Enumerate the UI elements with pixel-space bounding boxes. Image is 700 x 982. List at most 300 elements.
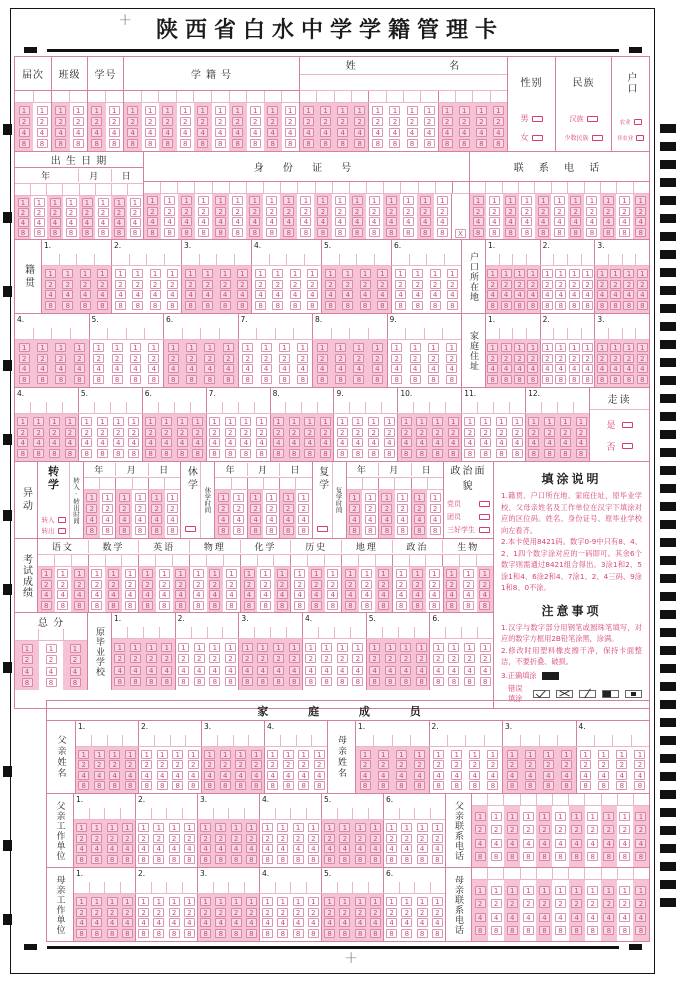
bubble[interactable]: 4 (235, 771, 246, 780)
bubble[interactable]: 8 (251, 781, 262, 790)
bubble[interactable]: 1 (145, 417, 156, 426)
bubble[interactable]: 1 (317, 343, 328, 352)
bubble[interactable]: 8 (349, 526, 360, 535)
bubble[interactable]: 8 (365, 526, 376, 535)
bubble[interactable]: 1 (354, 106, 365, 115)
bubble[interactable]: 4 (442, 128, 453, 137)
bubble[interactable]: 1 (507, 886, 518, 895)
bubble[interactable]: 2 (200, 834, 211, 843)
write-cell[interactable] (622, 328, 636, 339)
bubble[interactable]: 2 (186, 354, 197, 363)
bubble[interactable]: 8 (46, 678, 57, 687)
bubble[interactable]: 1 (412, 569, 423, 578)
write-cell[interactable] (211, 91, 229, 102)
write-cell[interactable] (129, 254, 147, 265)
write-cell[interactable] (264, 735, 280, 746)
bubble[interactable]: 1 (185, 269, 196, 278)
write-cell[interactable] (520, 868, 536, 879)
write-cell[interactable] (293, 328, 312, 339)
bubble[interactable]: 2 (73, 117, 84, 126)
bubble[interactable]: 4 (378, 590, 389, 599)
bubble[interactable]: 1 (527, 343, 538, 352)
bubble[interactable]: 4 (161, 666, 172, 675)
write-cell[interactable] (426, 254, 444, 265)
bubble[interactable]: 4 (616, 771, 627, 780)
bubble[interactable]: 8 (62, 301, 73, 310)
bubble[interactable]: 2 (146, 654, 157, 663)
write-cell[interactable] (452, 182, 469, 193)
bubble[interactable]: 4 (114, 218, 125, 227)
write-cell[interactable] (182, 808, 198, 819)
bubble[interactable]: 2 (250, 504, 261, 513)
bubble[interactable]: 8 (279, 375, 290, 384)
bubble[interactable]: 4 (98, 218, 109, 227)
bubble[interactable]: 4 (125, 771, 136, 780)
bubble[interactable]: 8 (487, 301, 498, 310)
bubble[interactable]: 2 (297, 354, 308, 363)
bubble[interactable]: 2 (223, 354, 234, 363)
bubble[interactable]: 1 (386, 196, 397, 205)
write-cell[interactable] (381, 402, 397, 413)
write-cell[interactable] (403, 91, 420, 102)
bubble[interactable]: 4 (391, 364, 402, 373)
bubble[interactable]: 2 (542, 354, 553, 363)
write-cell[interactable] (391, 254, 409, 265)
bubble[interactable]: 8 (167, 526, 178, 535)
bubble[interactable]: 2 (256, 428, 267, 437)
bubble[interactable]: 1 (138, 897, 149, 906)
bubble[interactable]: 8 (384, 449, 395, 458)
write-cell[interactable] (248, 735, 264, 746)
write-cell[interactable] (315, 182, 332, 193)
bubble[interactable]: 8 (50, 228, 61, 237)
bubble[interactable]: 8 (257, 677, 268, 686)
bubble[interactable]: 4 (175, 590, 186, 599)
bubble[interactable]: 1 (237, 269, 248, 278)
bubble[interactable]: 1 (487, 343, 498, 352)
bubble[interactable]: 8 (57, 601, 68, 610)
bubble[interactable]: 1 (153, 897, 164, 906)
bubble[interactable]: 8 (98, 228, 109, 237)
bubble[interactable]: 1 (162, 106, 173, 115)
bubble[interactable]: 4 (257, 666, 268, 675)
bubble[interactable]: 2 (200, 908, 211, 917)
bubble[interactable]: 2 (260, 580, 271, 589)
write-cell[interactable] (51, 328, 70, 339)
write-cell[interactable] (233, 735, 249, 746)
bubble[interactable]: 4 (505, 217, 516, 226)
bubble[interactable]: 1 (451, 750, 462, 759)
bubble[interactable]: 1 (603, 886, 614, 895)
bubble[interactable]: 2 (469, 760, 480, 769)
bubble[interactable]: 4 (493, 128, 504, 137)
bubble[interactable]: 2 (266, 504, 277, 513)
write-cell[interactable] (317, 402, 333, 413)
bubble[interactable]: 8 (86, 526, 97, 535)
bubble[interactable]: 1 (370, 823, 381, 832)
bubble[interactable]: 2 (257, 654, 268, 663)
bubble[interactable]: 4 (184, 844, 195, 853)
bubble[interactable]: 4 (311, 590, 322, 599)
bubble[interactable]: 2 (414, 760, 425, 769)
bubble[interactable]: 4 (407, 128, 418, 137)
write-cell[interactable] (206, 402, 222, 413)
bubble[interactable]: 2 (527, 280, 538, 289)
write-cell[interactable] (397, 402, 413, 413)
bubble[interactable]: 4 (115, 290, 126, 299)
bubble[interactable]: 4 (603, 217, 614, 226)
write-cell[interactable] (608, 254, 622, 265)
bubble[interactable]: 4 (225, 666, 236, 675)
write-cell[interactable] (104, 882, 120, 893)
bubble[interactable]: 8 (555, 301, 566, 310)
bubble[interactable]: 8 (352, 677, 363, 686)
bubble[interactable]: 1 (161, 643, 172, 652)
bubble[interactable]: 8 (49, 449, 60, 458)
bubble[interactable]: 2 (130, 208, 141, 217)
bubble[interactable]: 8 (109, 139, 120, 148)
bubble[interactable]: 2 (142, 580, 153, 589)
bubble[interactable]: 2 (107, 908, 118, 917)
bubble[interactable]: 4 (397, 515, 408, 524)
bubble[interactable]: 4 (401, 438, 412, 447)
write-cell[interactable] (219, 328, 238, 339)
write-cell[interactable] (256, 328, 275, 339)
write-cell[interactable] (414, 627, 430, 638)
bubble[interactable]: 8 (424, 139, 435, 148)
bubble[interactable]: 2 (261, 354, 272, 363)
bubble[interactable]: 2 (70, 655, 81, 664)
bubble[interactable]: 2 (542, 280, 553, 289)
bubble[interactable]: 2 (185, 280, 196, 289)
write-cell[interactable] (337, 808, 353, 819)
bubble[interactable]: 1 (342, 269, 353, 278)
bubble[interactable]: 1 (161, 417, 172, 426)
bubble[interactable]: 2 (138, 908, 149, 917)
bubble[interactable]: 8 (487, 781, 498, 790)
bubble[interactable]: 2 (447, 280, 458, 289)
bubble[interactable]: 1 (360, 269, 371, 278)
bubble[interactable]: 8 (18, 228, 29, 237)
bubble[interactable]: 2 (401, 428, 412, 437)
write-cell[interactable] (631, 735, 649, 746)
write-cell[interactable] (251, 254, 269, 265)
bubble[interactable]: 4 (209, 666, 220, 675)
write-cell[interactable] (15, 328, 33, 339)
bubble[interactable]: 8 (372, 375, 383, 384)
bubble[interactable]: 8 (501, 301, 512, 310)
bubble[interactable]: 2 (37, 117, 48, 126)
bubble[interactable]: 8 (261, 375, 272, 384)
write-cell[interactable] (246, 182, 263, 193)
write-cell[interactable] (477, 402, 493, 413)
write-cell[interactable] (351, 91, 368, 102)
bubble[interactable]: 8 (325, 301, 336, 310)
bubble[interactable]: 2 (204, 354, 215, 363)
bubble[interactable]: 4 (141, 771, 152, 780)
write-cell[interactable] (409, 254, 427, 265)
bubble[interactable]: 8 (432, 929, 443, 938)
bubble[interactable]: 2 (218, 504, 229, 513)
write-cell[interactable] (110, 402, 126, 413)
bubble[interactable]: 4 (623, 364, 634, 373)
write-cell[interactable] (247, 478, 263, 489)
write-cell[interactable] (213, 882, 229, 893)
bubble[interactable]: 8 (215, 855, 226, 864)
write-cell[interactable] (63, 629, 87, 640)
bubble[interactable]: 2 (403, 207, 414, 216)
write-cell[interactable] (290, 808, 306, 819)
bubble[interactable]: 1 (181, 196, 192, 205)
bubble[interactable]: 2 (505, 207, 516, 216)
bubble[interactable]: 2 (304, 428, 315, 437)
bubble[interactable]: 1 (151, 493, 162, 502)
bubble[interactable]: 4 (603, 839, 614, 848)
bubble[interactable]: 1 (188, 750, 199, 759)
write-cell[interactable] (200, 328, 219, 339)
bubble[interactable]: 8 (197, 139, 208, 148)
bubble[interactable]: 8 (250, 526, 261, 535)
bubble[interactable]: 8 (580, 781, 591, 790)
write-cell[interactable] (151, 808, 167, 819)
bubble[interactable]: 1 (197, 106, 208, 115)
write-cell[interactable] (349, 402, 365, 413)
write-cell[interactable] (368, 882, 384, 893)
bubble[interactable]: 1 (45, 269, 56, 278)
bubble[interactable]: 4 (317, 364, 328, 373)
bubble[interactable]: 4 (76, 844, 87, 853)
bubble[interactable]: 1 (311, 569, 322, 578)
bubble[interactable]: 1 (98, 198, 109, 207)
bubble[interactable]: 1 (337, 417, 348, 426)
bubble[interactable]: 4 (153, 918, 164, 927)
bubble[interactable]: 2 (157, 760, 168, 769)
bubble[interactable]: 1 (448, 417, 459, 426)
write-cell[interactable] (487, 794, 503, 805)
bubble[interactable]: 2 (370, 834, 381, 843)
write-cell[interactable] (414, 808, 430, 819)
bubble[interactable]: 1 (378, 569, 389, 578)
write-cell[interactable] (430, 808, 446, 819)
bubble[interactable]: 1 (378, 750, 389, 759)
bubble[interactable]: 8 (355, 929, 366, 938)
bubble[interactable]: 2 (507, 825, 518, 834)
bubble[interactable]: 2 (412, 580, 423, 589)
write-cell[interactable] (78, 402, 94, 413)
bubble[interactable]: 4 (304, 438, 315, 447)
write-cell[interactable] (259, 882, 275, 893)
write-cell[interactable] (568, 868, 584, 879)
bubble[interactable]: 4 (514, 364, 525, 373)
bubble[interactable]: 4 (355, 918, 366, 927)
write-cell[interactable] (135, 882, 151, 893)
bubble[interactable]: 4 (159, 590, 170, 599)
write-cell[interactable] (553, 254, 567, 265)
bubble[interactable]: 2 (209, 654, 220, 663)
bubble[interactable]: 1 (324, 897, 335, 906)
bubble[interactable]: 4 (127, 128, 138, 137)
bubble[interactable]: 1 (544, 417, 555, 426)
bubble[interactable]: 1 (231, 897, 242, 906)
bubble[interactable]: 8 (417, 855, 428, 864)
bubble[interactable]: 4 (352, 217, 363, 226)
bubble[interactable]: 4 (420, 217, 431, 226)
bubble[interactable]: 2 (354, 117, 365, 126)
bubble[interactable]: 4 (66, 218, 77, 227)
bubble[interactable]: 1 (539, 812, 550, 821)
bubble[interactable]: 1 (231, 823, 242, 832)
bubble[interactable]: 8 (215, 139, 226, 148)
bubble[interactable]: 1 (91, 569, 102, 578)
write-cell[interactable] (525, 402, 541, 413)
bubble[interactable]: 2 (571, 899, 582, 908)
write-cell[interactable] (476, 555, 493, 566)
write-cell[interactable] (512, 254, 526, 265)
bubble[interactable]: 4 (307, 290, 318, 299)
bubble[interactable]: 2 (368, 428, 379, 437)
bubble[interactable]: 4 (112, 364, 123, 373)
bubble[interactable]: 1 (619, 196, 630, 205)
bubble[interactable]: 4 (197, 128, 208, 137)
bubble[interactable]: 4 (45, 290, 56, 299)
bubble[interactable]: 8 (153, 855, 164, 864)
bubble[interactable]: 1 (37, 343, 48, 352)
bubble[interactable]: 2 (412, 280, 423, 289)
write-cell[interactable] (324, 555, 341, 566)
bubble[interactable]: 4 (82, 218, 93, 227)
bubble[interactable]: 2 (262, 834, 273, 843)
bubble[interactable]: 2 (429, 580, 440, 589)
bubble[interactable]: 1 (308, 823, 319, 832)
bubble[interactable]: 4 (283, 771, 294, 780)
bubble[interactable]: 8 (400, 677, 411, 686)
bubble[interactable]: 4 (576, 438, 587, 447)
write-cell[interactable] (126, 402, 142, 413)
bubble[interactable]: 4 (489, 217, 500, 226)
write-cell[interactable] (238, 328, 257, 339)
bubble[interactable]: 2 (355, 908, 366, 917)
bubble[interactable]: 8 (475, 852, 486, 861)
bubble[interactable]: 4 (432, 918, 443, 927)
bubble[interactable]: 4 (352, 438, 363, 447)
bubble[interactable]: 1 (76, 823, 87, 832)
write-cell[interactable] (99, 478, 115, 489)
bubble[interactable]: 8 (283, 228, 294, 237)
write-cell[interactable] (229, 91, 247, 102)
bubble[interactable]: 4 (360, 290, 371, 299)
bubble[interactable]: 1 (255, 269, 266, 278)
bubble[interactable]: 1 (82, 198, 93, 207)
write-cell[interactable] (89, 882, 105, 893)
bubble[interactable]: 4 (277, 918, 288, 927)
bubble[interactable]: 4 (487, 771, 498, 780)
write-cell[interactable] (594, 254, 608, 265)
write-cell[interactable] (347, 478, 362, 489)
bubble[interactable]: 4 (80, 290, 91, 299)
bubble[interactable]: 4 (74, 364, 85, 373)
write-cell[interactable] (461, 627, 477, 638)
bubble[interactable]: 4 (242, 666, 253, 675)
bubble[interactable]: 8 (428, 375, 439, 384)
bubble[interactable]: 2 (122, 908, 133, 917)
write-cell[interactable] (490, 91, 507, 102)
bubble[interactable]: 2 (493, 117, 504, 126)
bubble[interactable]: 4 (377, 290, 388, 299)
bubble[interactable]: 8 (337, 139, 348, 148)
write-cell[interactable] (635, 328, 649, 339)
bubble[interactable]: 8 (244, 601, 255, 610)
bubble[interactable]: 8 (473, 228, 484, 237)
bubble[interactable]: 1 (491, 886, 502, 895)
bubble[interactable]: 2 (91, 580, 102, 589)
bubble[interactable]: 1 (113, 417, 124, 426)
bubble[interactable]: 1 (167, 493, 178, 502)
write-cell[interactable] (222, 402, 238, 413)
bubble[interactable]: 2 (459, 117, 470, 126)
bubble[interactable]: 8 (298, 526, 309, 535)
bubble[interactable]: 1 (327, 569, 338, 578)
bubble[interactable]: 4 (37, 128, 48, 137)
bubble[interactable]: 2 (335, 207, 346, 216)
write-cell[interactable] (302, 627, 318, 638)
bubble[interactable]: 8 (169, 855, 180, 864)
bubble[interactable]: 2 (569, 280, 580, 289)
bubble[interactable]: 2 (635, 207, 646, 216)
bubble[interactable]: 1 (49, 417, 60, 426)
bubble[interactable]: 4 (396, 771, 407, 780)
bubble[interactable]: 8 (262, 855, 273, 864)
bubble[interactable]: 8 (571, 852, 582, 861)
bubble[interactable]: 1 (377, 269, 388, 278)
bubble[interactable]: 8 (91, 855, 102, 864)
bubble[interactable]: 4 (369, 666, 380, 675)
bubble[interactable]: 8 (307, 301, 318, 310)
bubble[interactable]: 4 (635, 217, 646, 226)
bubble[interactable]: 1 (505, 196, 516, 205)
bubble[interactable]: 8 (386, 228, 397, 237)
bubble[interactable]: 4 (161, 438, 172, 447)
bubble[interactable]: 2 (175, 580, 186, 589)
bubble[interactable]: 8 (491, 852, 502, 861)
bubble[interactable]: 1 (115, 269, 126, 278)
bubble[interactable]: 8 (73, 139, 84, 148)
bubble[interactable]: 1 (200, 823, 211, 832)
bubble[interactable]: 8 (91, 929, 102, 938)
bubble[interactable]: 2 (262, 908, 273, 917)
bubble[interactable]: 4 (561, 771, 572, 780)
bubble[interactable]: 4 (57, 590, 68, 599)
write-cell[interactable] (311, 735, 327, 746)
bubble[interactable]: 2 (233, 504, 244, 513)
bubble[interactable]: 1 (277, 569, 288, 578)
bubble[interactable]: 2 (112, 354, 123, 363)
write-cell[interactable] (368, 808, 384, 819)
bubble[interactable]: 8 (107, 855, 118, 864)
bubble[interactable]: 8 (94, 781, 105, 790)
bubble[interactable]: 4 (145, 128, 156, 137)
bubble[interactable]: 1 (167, 269, 178, 278)
bubble[interactable]: 8 (169, 929, 180, 938)
bubble[interactable]: 2 (76, 908, 87, 917)
bubble[interactable]: 2 (19, 117, 30, 126)
bubble[interactable]: 2 (91, 834, 102, 843)
bubble[interactable]: 8 (576, 449, 587, 458)
bubble[interactable]: 8 (360, 781, 371, 790)
bubble[interactable]: 4 (97, 438, 108, 447)
write-cell[interactable] (30, 402, 46, 413)
write-cell[interactable] (499, 254, 513, 265)
bubble[interactable]: 2 (587, 825, 598, 834)
